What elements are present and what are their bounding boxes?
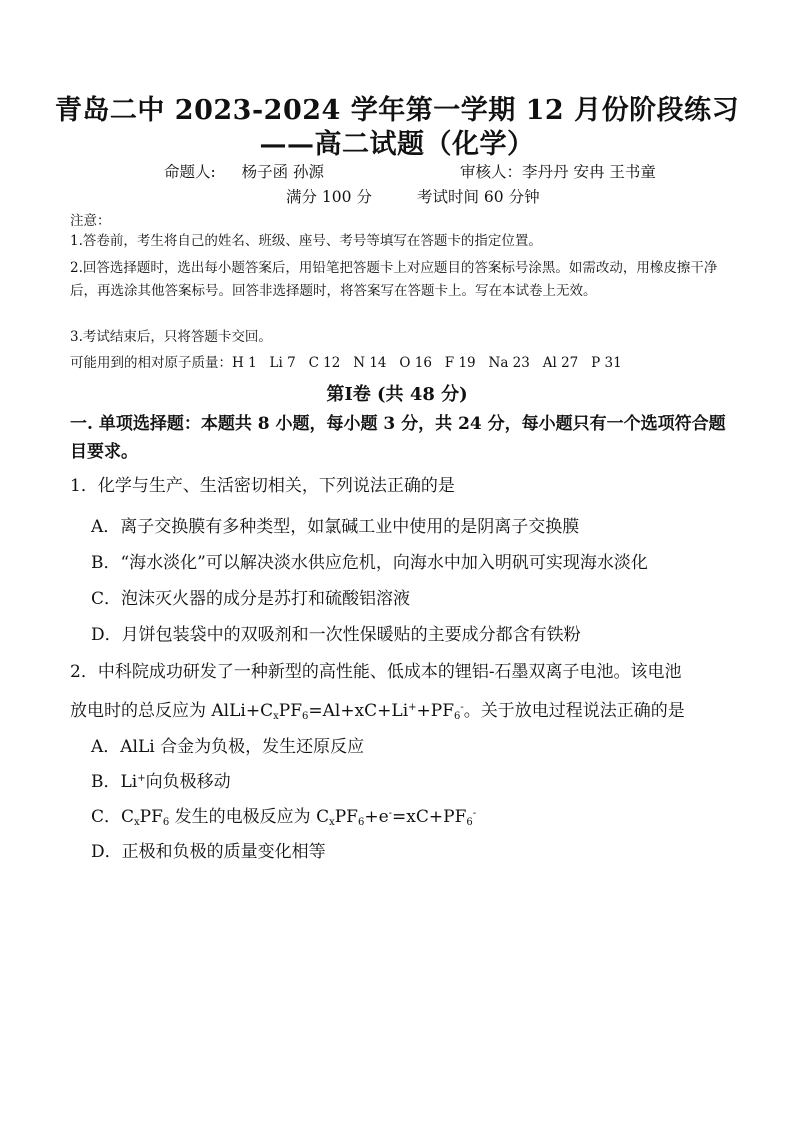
option-d: D．正极和负极的质量变化相等 — [91, 842, 326, 862]
notes-heading: 注意： — [70, 213, 111, 229]
option-d: D．月饼包装袋中的双吸剂和一次性保暖贴的主要成分都含有铁粉 — [91, 625, 581, 645]
note-item: 3.考试结束后，只将答题卡交回。 — [70, 329, 272, 345]
atomic-mass-line — [70, 352, 730, 375]
question-stem: 1．化学与生产、生活密切相关，下列说法正确的是 — [70, 476, 455, 496]
option-b: B．Li+向负极移动 — [91, 772, 231, 792]
question-stem: 2．中科院成功研发了一种新型的高性能、低成本的锂铝-石墨双离子电池。该电池 — [70, 662, 682, 682]
option-b: B．“海水淡化”可以解决淡水供应危机，向海水中加入明矾可实现海水淡化 — [91, 553, 648, 573]
option-c: C．泡沫灭火器的成分是苏打和硫酸铝溶液 — [91, 589, 411, 609]
reviewer-info — [460, 160, 656, 182]
exam-title: 青岛二中 2023-2024 学年第一学期 12 月份阶段练习 — [54, 95, 740, 126]
full-score: 满分 100 分 — [286, 188, 372, 206]
section-title: 第Ⅰ卷 (共 48 分) — [326, 384, 468, 405]
atomic-mass-values: H 1 Li 7 C 12 N 14 O 16 F 19 Na 23 Al 27 P 31 — [232, 355, 622, 371]
exam-time: 考试时间 60 分钟 — [417, 188, 540, 206]
author-info — [164, 160, 324, 182]
note-item: 2.回答选择题时，选出每小题答案后，用铅笔把答题卡上对应题目的答案标号涂黑。如需改动，用橡皮擦干净后，再选涂其他答案标号。回答非选择题时，将答案写在答题卡上。写在本试卷上无效。 — [70, 260, 718, 299]
option-a: A．离子交换膜有多种类型，如氯碱工业中使用的是阴离子交换膜 — [91, 517, 580, 537]
reviewer-names: 李丹丹 安冉 王书童 — [522, 163, 656, 181]
author-names: 杨子函 孙源 — [241, 163, 325, 181]
option-c: C．$C_xPF_6$ 发生的电极反应为 $C_xPF_6+e^-=xC+PF_6^-$ — [91, 807, 477, 828]
part-heading: 一. 单项选择题：本题共 8 小题，每小题 3 分，共 24 分，每小题只有一个选项符合题目要求。 — [70, 414, 726, 462]
question-stem-equation: 放电时的总反应为 $AlLi+C_xPF_6=Al+xC+Li^++PF_6^-$。关于放电过程说法正确的是 — [70, 701, 685, 722]
reviewer-label: 审核人： — [460, 163, 523, 181]
note-item: 1.答卷前，考生将自己的姓名、班级、座号、考号等填写在答题卡的指定位置。 — [70, 233, 542, 249]
author-label: 命题人: — [164, 163, 216, 181]
atomic-mass-label: 可能用到的相对原子质量： — [70, 355, 232, 371]
exam-subtitle: ——高二试题（化学） — [259, 129, 535, 160]
option-a: A．AlLi 合金为负极，发生还原反应 — [91, 737, 365, 757]
